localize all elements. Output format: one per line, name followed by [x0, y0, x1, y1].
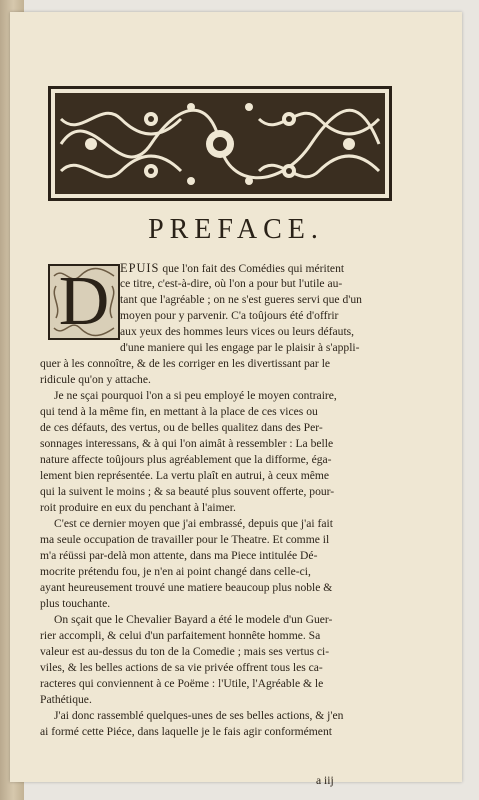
text-line-28: Pathétique.: [40, 693, 92, 706]
text-line-9: Je ne sçai pourquoi l'on a si peu employé le moyen contraire,: [54, 389, 337, 402]
text-line-16: roit produire en eux du penchant à l'aimer.: [40, 501, 236, 514]
text-line-29: J'ai donc rassemblé quelques-unes de ses belles actions, & j'en: [54, 709, 344, 722]
text-line-21: ayant heureusement trouvé une matiere beaucoup plus noble &: [40, 581, 333, 594]
text-line-25: valeur est au-dessus du ton de la Comedie ; mais ses vertus ci-: [40, 645, 330, 658]
text-line-1: EPUIS que l'on fait des Comédies qui méritent: [120, 261, 345, 275]
text-line-22: plus touchante.: [40, 597, 111, 610]
ornamental-headpiece: [48, 86, 392, 201]
text-line-8: ridicule qu'on y attache.: [40, 373, 151, 386]
text-line-24: rier accompli, & celui d'un parfaitement honnête homme. Sa: [40, 629, 321, 642]
text-line-2: ce titre, c'est-à-dire, où l'on a pour but l'utile au-: [120, 277, 343, 290]
text-line-5: aux yeux des hommes leurs vices ou leurs défauts,: [120, 325, 355, 338]
drop-cap: [48, 264, 120, 340]
drop-cap-letter: D: [58, 263, 110, 340]
text-line-17: C'est ce dernier moyen que j'ai embrassé, depuis que j'ai fait: [54, 517, 333, 530]
text-line-14: lement bien représentée. La vertu plaît en autrui, à ceux même: [40, 469, 330, 482]
book-page: [10, 12, 462, 787]
text-line-23: On sçait que le Chevalier Bayard a été le modele d'un Guer-: [54, 613, 333, 626]
text-line-27: racteres qui conviennent à ce Poëme : l'Utile, l'Agréable & le: [40, 677, 324, 690]
signature-mark: a iij: [316, 774, 334, 787]
text-line-19: m'a réüssi par-delà mon attente, dans ma Piece intitulée Dé-: [40, 549, 318, 562]
text-line-26: viles, & les belles actions de sa vie privée offrent tous les ca-: [40, 661, 323, 674]
first-word: EPUIS: [120, 261, 160, 275]
text-line-4: moyen pour y parvenir. C'a toûjours été d'offrir: [120, 309, 339, 322]
text-line-6: d'une maniere qui les engage par le plaisir à s'appli-: [120, 341, 360, 354]
text-line-10: qui tend à la même fin, en mettant à la place de ces vices ou: [40, 405, 318, 418]
text-line-30: ai formé cette Piéce, dans laquelle je le fais agir conformément: [40, 725, 332, 738]
text-line-13: nature affecte toûjours plus agréablement que la difforme, éga-: [40, 453, 332, 466]
text-line-20: mocrite prétendu fou, je n'en ai point changé dans celle-ci,: [40, 565, 311, 578]
text-line-18: ma seule occupation de travailler pour le Theatre. Et comme il: [40, 533, 330, 546]
text-line-12: sonnages interessans, & à qui l'on aimât à ressembler : La belle: [40, 437, 334, 450]
text-line-11: de ces défauts, des vertus, ou de belles qualitez dans des Per-: [40, 421, 323, 434]
text-line-3: tant que l'agréable ; on ne s'est gueres servi que d'un: [120, 293, 362, 306]
page-title: PREFACE.: [148, 214, 324, 245]
text-line-15: qui la suivent le moins ; & sa beauté plus souvent offerte, pour-: [40, 485, 335, 498]
text-line-7: quer à les connoître, & de les corriger en les divertissant par le: [40, 357, 331, 370]
